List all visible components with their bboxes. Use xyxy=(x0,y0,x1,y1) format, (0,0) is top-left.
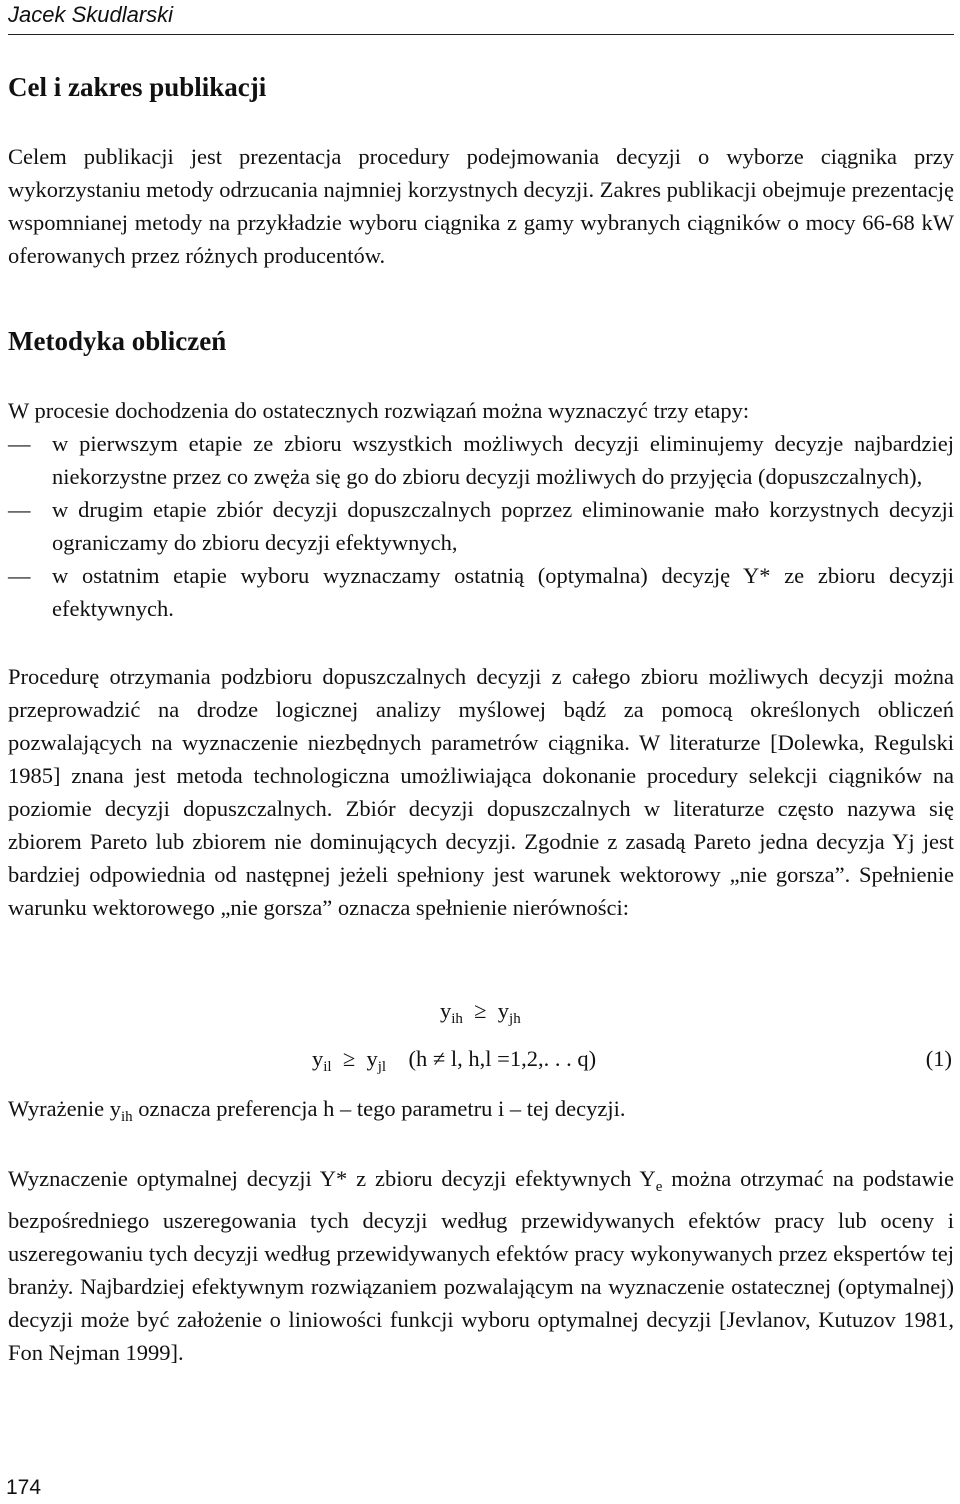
formula-condition: (h ≠ l, h,l =1,2,. . . q) xyxy=(408,1046,597,1071)
equation-number: (1) xyxy=(925,1046,952,1071)
list-item-text: w drugim etapie zbiór decyzji dopuszczalnych poprzez eliminowanie mało korzystnych decyzji ograniczamy do zbioru decyzji efektywnych, xyxy=(52,497,954,555)
paragraph-subscript: e xyxy=(655,1179,663,1195)
note-text: Wyrażenie y xyxy=(8,1096,121,1121)
stages-list xyxy=(8,427,954,625)
expression-note xyxy=(8,1096,625,1126)
dash-marker: — xyxy=(8,497,31,522)
formula-subscript: jh xyxy=(509,1011,521,1027)
formula-term: y xyxy=(312,1046,324,1071)
section-heading-methodology: Metodyka obliczeń xyxy=(8,326,227,356)
paragraph-text: można otrzymać na podstawie bezpośredniego uszeregowania tych decyzji według przewidywanych efektów pracy lub oceny i uszeregowaniu tych decyzji według przewidywanych efektów pracy wykonywanych przez ekspertów tej branży. Najbardziej efektywnym rozwiązaniem pozwalającym na wyznaczenie ostatecznej (optymalnej) decyzji może być założenie o liniowości funkcji wyboru optymalnej decyzji [Jevlanov, Kutuzov 1981, Fon Nejman 1999]. xyxy=(8,1166,954,1365)
formula-inequality-2 xyxy=(312,1046,596,1076)
geq-symbol: ≥ xyxy=(342,1046,356,1071)
formula-term: y xyxy=(440,998,452,1023)
formula-subscript: ih xyxy=(451,1011,463,1027)
paragraph-goal: Celem publikacji jest prezentacja procedury podejmowania decyzji o wyborze ciągnika przy wykorzystaniu metody odrzucania najmniej korzystnych decyzji. Zakres publikacji obejmuje prezentację wspomnianej metody na przykładzie wyboru ciągnika z gamy wybranych ciągników o mocy 66-68 kW oferowanych przez różnych producentów. xyxy=(8,144,954,268)
formula-inequality-1 xyxy=(440,998,521,1028)
formula-subscript: il xyxy=(323,1059,332,1075)
paragraph-optimal xyxy=(8,1162,954,1369)
list-item xyxy=(8,493,954,559)
running-header xyxy=(8,0,954,35)
list-item-text: w ostatnim etapie wyboru wyznaczamy ostatnią (optymalna) decyzję Y* ze zbioru decyzji efektywnych. xyxy=(52,563,954,621)
formula-subscript: jl xyxy=(377,1059,387,1075)
list-item xyxy=(8,427,954,493)
formula-term: y xyxy=(366,1046,378,1071)
list-item xyxy=(8,559,954,625)
note-subscript: ih xyxy=(120,1109,133,1125)
paragraph-text: Wyznaczenie optymalnej decyzji Y* z zbioru decyzji efektywnych Y xyxy=(8,1166,656,1191)
geq-symbol: ≥ xyxy=(474,998,487,1023)
formula-term: y xyxy=(497,998,510,1023)
dash-marker: — xyxy=(8,563,31,588)
note-text: oznacza preferencja h – tego parametru i – tej decyzji. xyxy=(132,1096,626,1121)
section-heading-goal: Cel i zakres publikacji xyxy=(8,72,267,102)
paragraph-intro: W procesie dochodzenia do ostatecznych rozwiązań można wyznaczyć trzy etapy: xyxy=(8,398,750,423)
header-author: Jacek Skudlarski xyxy=(8,2,174,27)
paragraph-procedure: Procedurę otrzymania podzbioru dopuszczalnych decyzji z całego zbioru możliwych decyzji można przeprowadzić na drodze logicznej analizy myślowej bądź za pomocą określonych obliczeń pozwalających na wyznaczenie niezbędnych parametrów ciągnika. W literaturze [Dolewka, Regulski 1985] znana jest metoda technologiczna umożliwiająca dokonanie procedury selekcji ciągników na poziomie decyzji dopuszczalnych. Zbiór decyzji dopuszczalnych w literaturze często nazywa się zbiorem Pareto lub zbiorem nie dominujących decyzji. Zgodnie z zasadą Pareto jedna decyzja Yj jest bardziej odpowiednia od następnej jeżeli spełniony jest warunek wektorowy „nie gorsza”. Spełnienie warunku wektorowego „nie gorsza” oznacza spełnienie nierówności: xyxy=(8,664,954,920)
dash-marker: — xyxy=(8,431,31,456)
page-number: 174 xyxy=(6,1476,42,1499)
list-item-text: w pierwszym etapie ze zbioru wszystkich możliwych decyzji eliminujemy decyzje najbardziej niekorzystne przez co zwęża się go do zbioru decyzji możliwych do przyjęcia (dopuszczalnych), xyxy=(52,431,954,489)
